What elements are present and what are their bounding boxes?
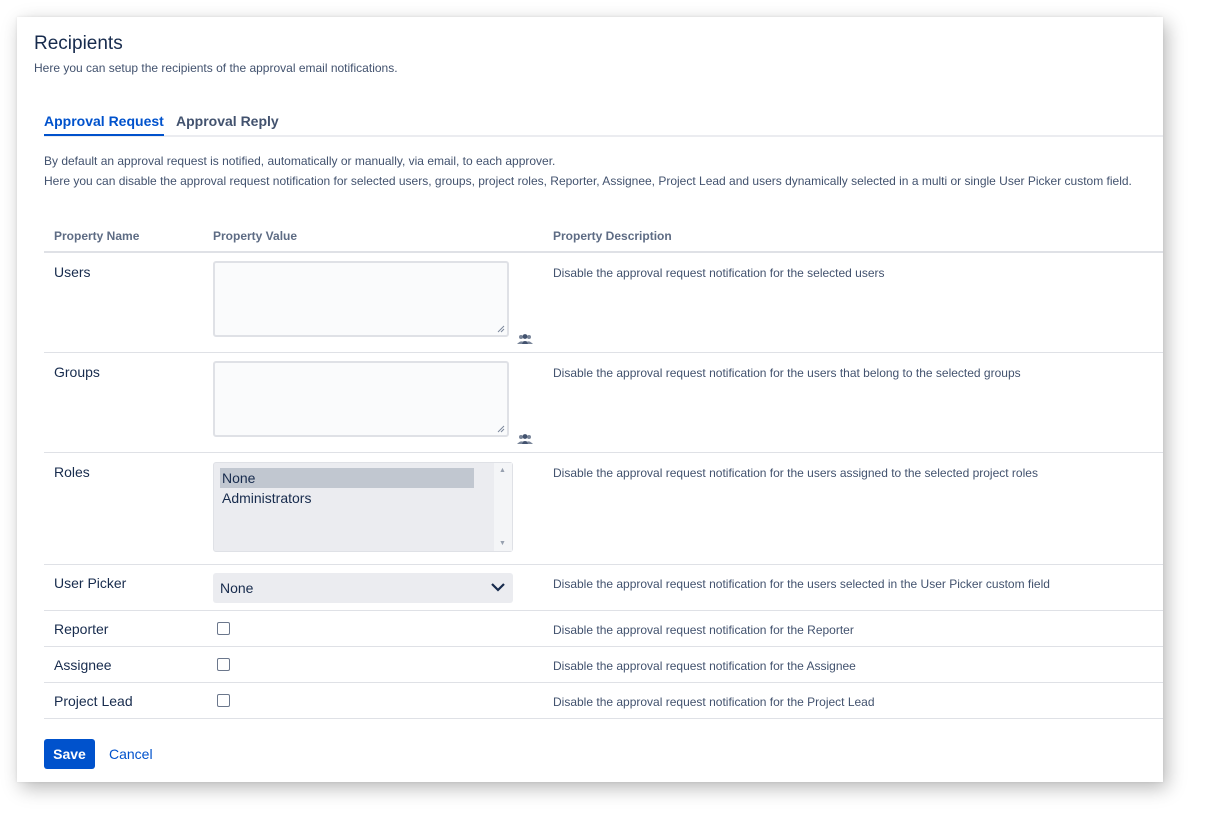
- users-textarea[interactable]: [213, 261, 509, 337]
- intro-line-2: Here you can disable the approval request notification for selected users, groups, project roles, Reporter, Assignee, Project Lead and users dynamically selected in a multi or single User Picker custom field.: [44, 174, 1132, 188]
- page-subtitle: Here you can setup the recipients of the approval email notifications.: [34, 61, 398, 75]
- row-reporter-name: Reporter: [54, 621, 109, 637]
- scroll-down-arrow-icon[interactable]: ▼: [499, 540, 506, 547]
- roles-scrollbar[interactable]: [494, 463, 512, 551]
- assignee-checkbox[interactable]: [217, 658, 230, 671]
- roles-multiselect[interactable]: [213, 462, 513, 552]
- user-picker-select-value: None: [220, 580, 254, 596]
- row-assignee-description: Disable the approval request notification for the Assignee: [553, 659, 856, 673]
- row-project-lead-description: Disable the approval request notification for the Project Lead: [553, 695, 875, 709]
- row-users-name: Users: [54, 264, 91, 280]
- row-groups: [44, 353, 1163, 453]
- row-assignee: [44, 647, 1163, 683]
- row-reporter-description: Disable the approval request notification for the Reporter: [553, 623, 854, 637]
- row-project-lead: [44, 683, 1163, 719]
- row-roles-description: Disable the approval request notification for the users assigned to the selected project roles: [553, 466, 1038, 480]
- header-property-name: Property Name: [54, 229, 140, 243]
- cancel-link[interactable]: Cancel: [109, 746, 153, 762]
- row-user-picker-description: Disable the approval request notification for the users selected in the User Picker custom field: [553, 577, 1050, 591]
- users-picker-icon[interactable]: [517, 333, 533, 345]
- row-roles: [44, 453, 1163, 565]
- groups-textarea[interactable]: [213, 361, 509, 437]
- project-lead-checkbox[interactable]: [217, 694, 230, 707]
- row-users-description: Disable the approval request notification for the selected users: [553, 266, 885, 280]
- recipients-panel: [17, 17, 1163, 782]
- row-groups-description: Disable the approval request notification for the users that belong to the selected groups: [553, 366, 1021, 380]
- tab-bar: [44, 113, 1163, 137]
- header-property-description: Property Description: [553, 229, 672, 243]
- row-roles-name: Roles: [54, 464, 90, 480]
- row-assignee-name: Assignee: [54, 657, 112, 673]
- table-header: [44, 224, 1163, 253]
- intro-text: [44, 151, 1132, 191]
- roles-option-administrators[interactable]: Administrators: [222, 490, 312, 506]
- roles-option-none[interactable]: None: [220, 468, 474, 488]
- chevron-down-icon: [491, 582, 505, 592]
- row-reporter: [44, 611, 1163, 647]
- row-user-picker-name: User Picker: [54, 575, 127, 591]
- row-user-picker: [44, 565, 1163, 611]
- reporter-checkbox[interactable]: [217, 622, 230, 635]
- resize-handle-icon[interactable]: [497, 425, 505, 433]
- save-button[interactable]: Save: [44, 739, 95, 769]
- row-groups-name: Groups: [54, 364, 100, 380]
- properties-table: [44, 224, 1163, 719]
- intro-line-1: By default an approval request is notified, automatically or manually, via email, to each approver.: [44, 154, 556, 168]
- header-property-value: Property Value: [213, 229, 298, 243]
- resize-handle-icon[interactable]: [497, 325, 505, 333]
- groups-picker-icon[interactable]: [517, 433, 533, 445]
- tab-approval-request[interactable]: Approval Request: [44, 113, 164, 136]
- page-title: Recipients: [34, 33, 123, 54]
- tab-approval-reply[interactable]: Approval Reply: [176, 113, 279, 129]
- scroll-up-arrow-icon[interactable]: ▲: [499, 467, 506, 474]
- row-project-lead-name: Project Lead: [54, 693, 133, 709]
- row-users: [44, 253, 1163, 353]
- user-picker-select[interactable]: [213, 573, 513, 603]
